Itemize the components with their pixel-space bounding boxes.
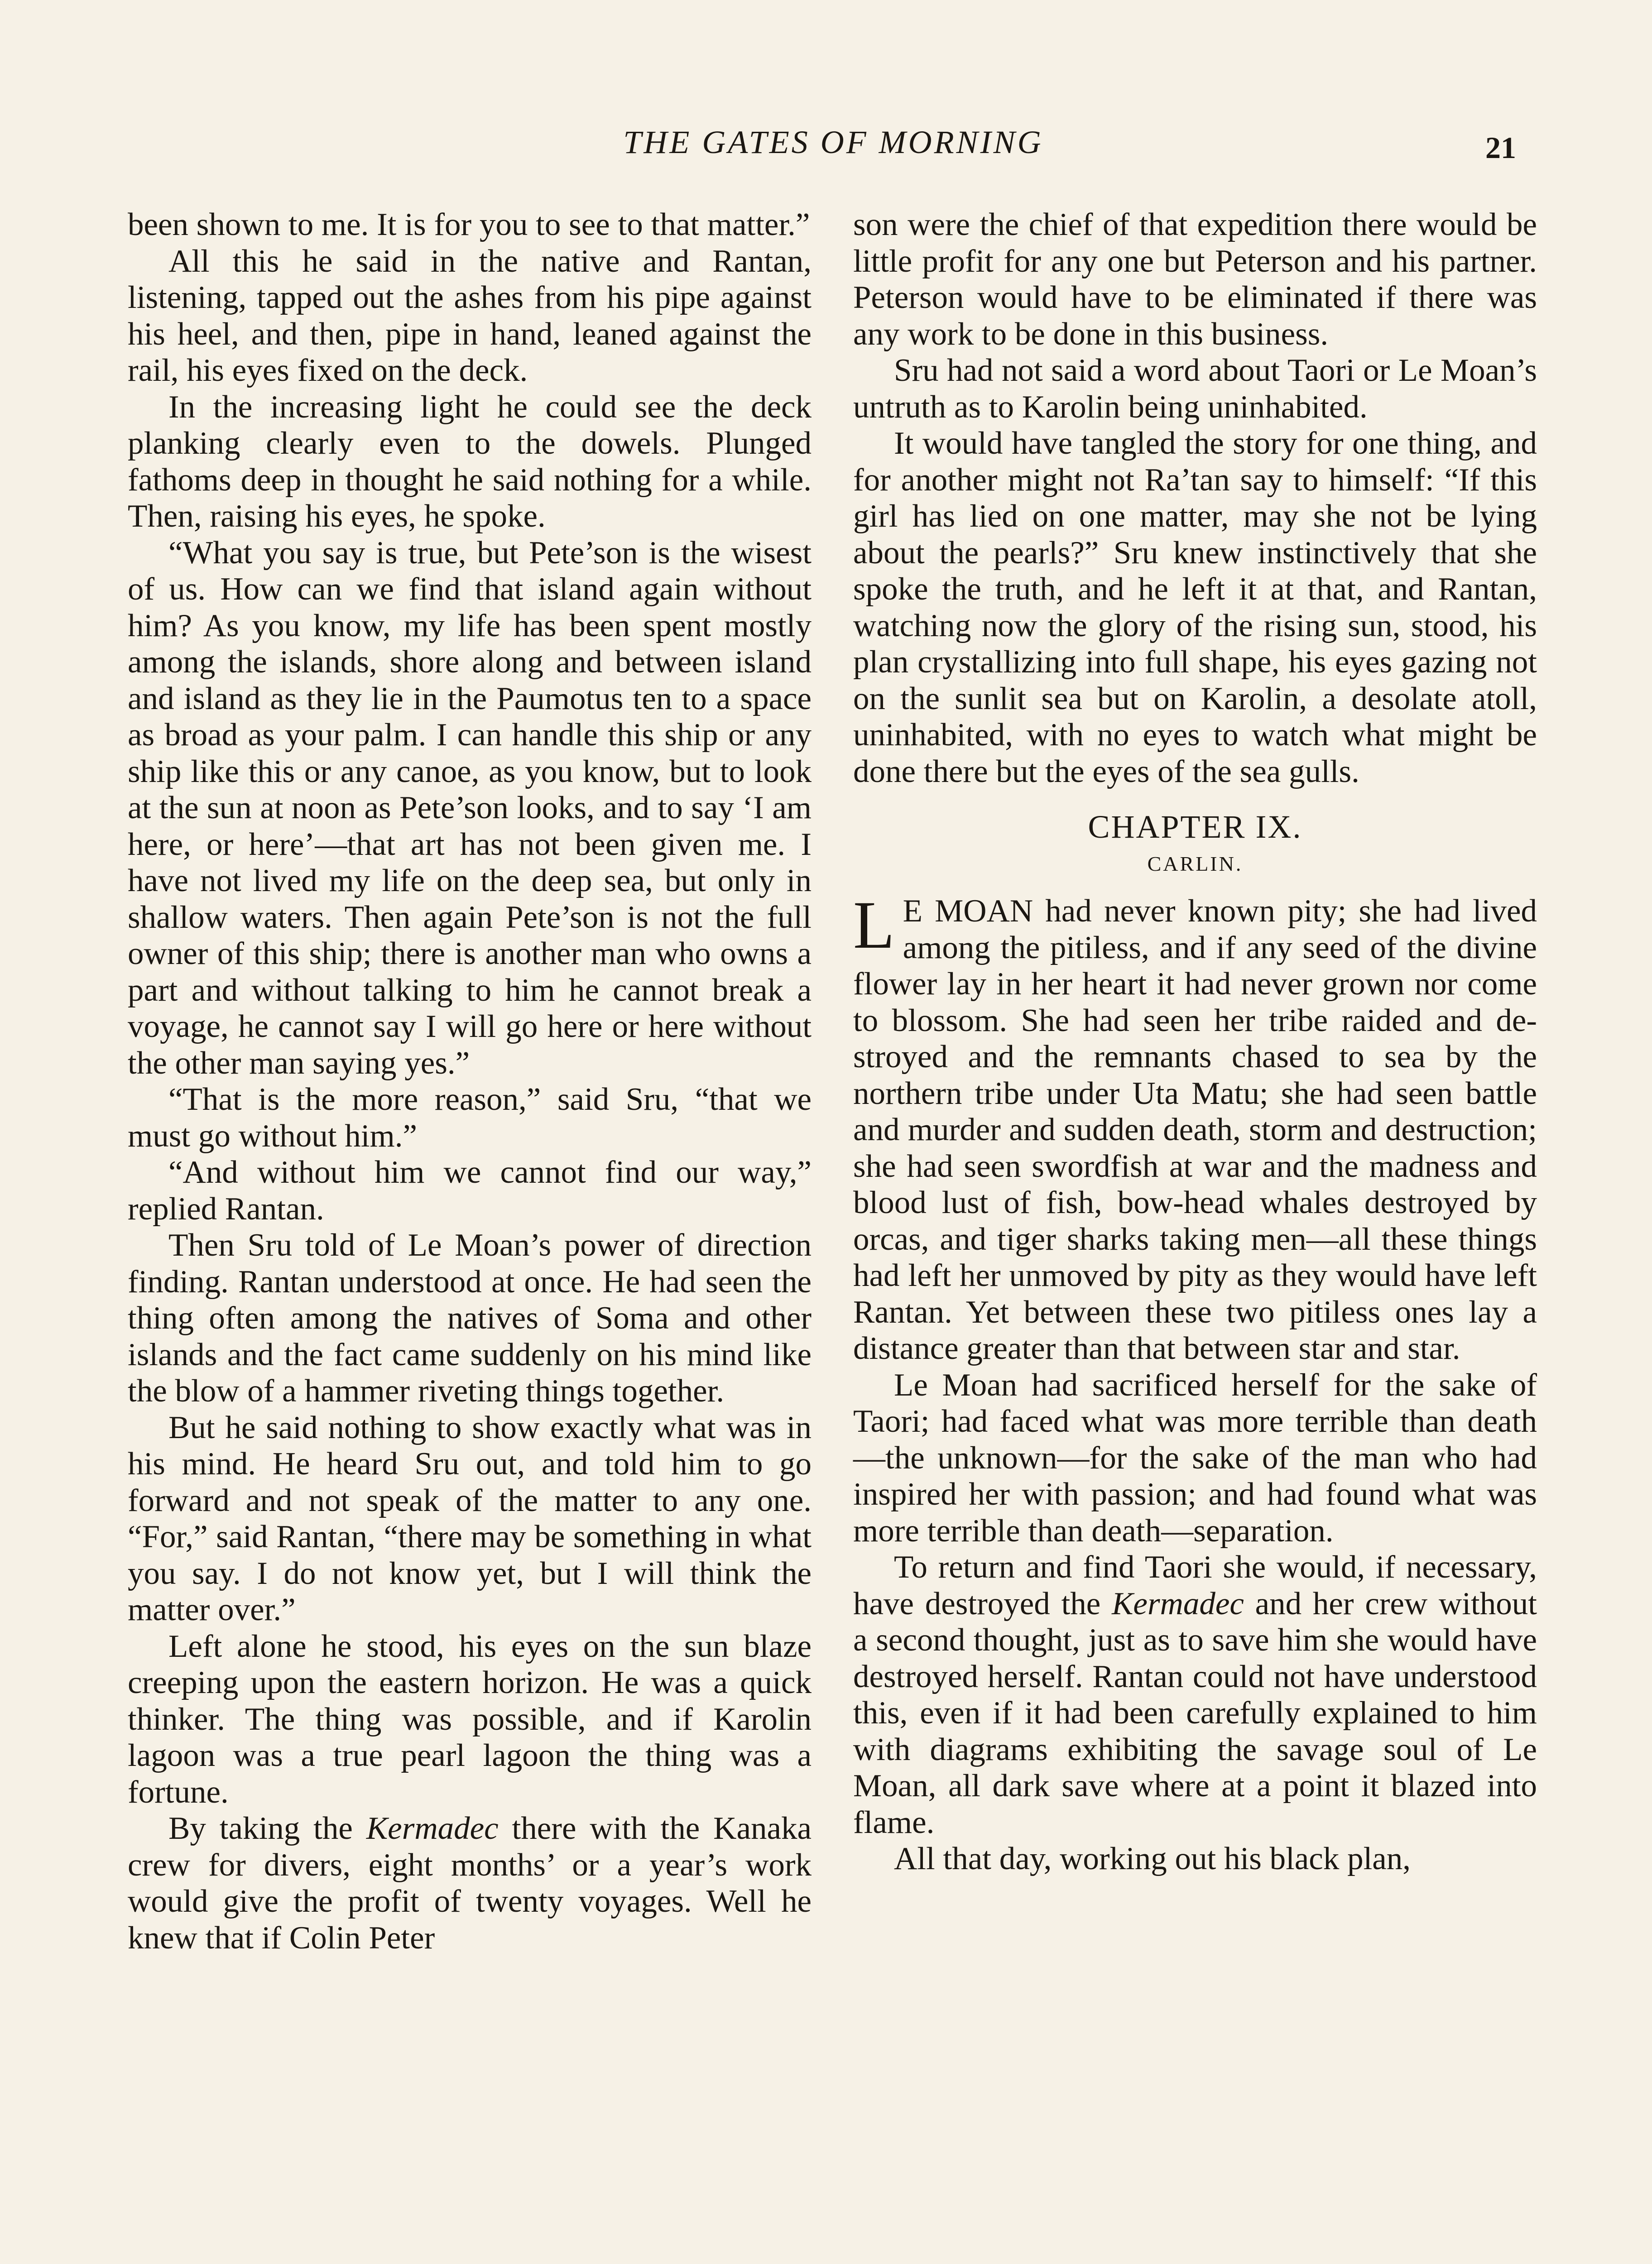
text-run: To return and find Taori she would, if necessary, have destroyed the <box>853 1549 1537 1621</box>
paragraph: It would have tangled the story for one thing, and for another might not Ra’tan say to himself: “If this girl has lied on one matter, may she not be lying about the pearls?” Sru knew instinctively that she spoke the truth, and he left it at that, and Rantan, watching now the glory of the rising sun, stood, his plan crystallizing into full shape, his eyes gazing not on the sunlit sea but on Karolin, a desolate atoll, uninhabited, with no eyes to watch what might be done there but the eyes of the sea gulls. <box>853 426 1537 789</box>
text-run: there with the Kanaka crew for divers, eight months’ or a year’s work would give the profit of twenty voyages. Well he knew that if Colin Peter <box>128 1811 812 1956</box>
chapter-title: CHAPTER IX. <box>1088 809 1302 845</box>
paragraph: All this he said in the native and Rantan, listening, tapped out the ashes from his pipe against his heel, and then, pipe in hand, leaned against the rail, his eyes fixed on the deck. <box>128 243 812 388</box>
ship-name: Kermadec <box>366 1811 499 1846</box>
paragraph: “That is the more reason,” said Sru, “that we must go without him.” <box>128 1082 812 1154</box>
paragraph <box>853 1549 1537 1841</box>
paragraph: “What you say is true, but Pete’son is the wisest of us. How can we find that island again without him? As you know, my life has been spent mostly among the islands, shore along and between island and island as they lie in the Paumotus ten to a space as broad as your palm. I can handle this ship or any ship like this or any canoe, as you know, but to look at the sun at noon as Pete’son looks, and to say ‘I am here, or here’—that art has not been given me. I have not lived my life on the deep sea, but only in shallow waters. Then again Pete’son is not the full owner of this ship; there is another man who owns a part and without talking to him he cannot break a voyage, he cannot say I will go here or here without the other man saying yes.” <box>128 535 812 1081</box>
running-title: THE GATES OF MORNING <box>623 124 1043 160</box>
opening-paragraph <box>853 887 1537 1367</box>
paragraph: “And without him we cannot find our way,” replied Rantan. <box>128 1155 812 1227</box>
text-run: and her crew without a second thought, just as to save him she would have destroyed herself. Rantan could not have understood this, even if it had been carefully explained to him with diagrams exhibiting the savage soul of Le Moan, all dark save where at a point it blazed into flame. <box>853 1586 1537 1840</box>
text-run: E MOAN had never known pity; she had lived among the pitiless, and if any seed of the divine flower lay in her heart it had never grown nor come to blossom. She had seen her tribe raided and destroyed and the remnants chased to sea by the northern tribe under Uta Matu; she had seen battle and murder and sudden death, storm and destruction; she had seen swordfish at war and the madness and blood lust of fish, bow-head whales destroyed by orcas, and tiger sharks taking men—all these things had left her unmoved by pity as they would have left Rantan. Yet between these two pitiless ones lay a distance greater than that between star and star. <box>853 893 1537 1366</box>
paragraph <box>128 1810 812 1956</box>
paragraph: Le Moan had sacrificed herself for the sake of Taori; had faced what was more terrible than death—the unknown—for the sake of the man who had inspired her with passion; and had found what was more terrible than death—separation. <box>853 1367 1537 1549</box>
left-column <box>128 206 812 1956</box>
paragraph: All that day, working out his black plan, <box>894 1841 1411 1876</box>
paragraph: In the increasing light he could see the deck planking clearly even to the dowels. Plunged fathoms deep in thought he said nothing for a while. Then, raising his eyes, he spoke. <box>128 389 812 534</box>
paragraph: been shown to me. It is for you to see to that matter.” <box>128 207 810 242</box>
paragraph: Left alone he stood, his eyes on the sun blaze creeping upon the eastern horizon. He was a quick thinker. The thing was possible, and if Karolin lagoon was a true pearl lagoon the thing was a fortune. <box>128 1628 812 1810</box>
text-run: By taking the <box>168 1811 366 1846</box>
ship-name: Kermadec <box>1112 1586 1244 1621</box>
paragraph: Then Sru told of Le Moan’s power of direction finding. Rantan understood at once. He had seen the thing often among the natives of Soma and other islands and the fact came suddenly on his mind like the blow of a hammer riveting things together. <box>128 1228 812 1409</box>
chapter-subtitle: CARLIN. <box>1147 852 1243 875</box>
page-number: 21 <box>1485 130 1516 165</box>
right-column <box>853 206 1537 1877</box>
drop-cap: L <box>853 887 895 963</box>
paragraph: But he said nothing to show exactly what was in his mind. He heard Sru out, and told him to go forward and not speak of the matter to any one. “For,” said Rantan, “there may be something in what you say. I do not know yet, but I will think the matter over.” <box>128 1410 812 1627</box>
paragraph: Sru had not said a word about Taori or Le Moan’s untruth as to Karolin being uninhabited. <box>853 353 1537 425</box>
paragraph: son were the chief of that expedition there would be little profit for any one but Peterson and his partner. Peterson would have to be eliminated if there was any work to be done in this business. <box>853 207 1537 352</box>
